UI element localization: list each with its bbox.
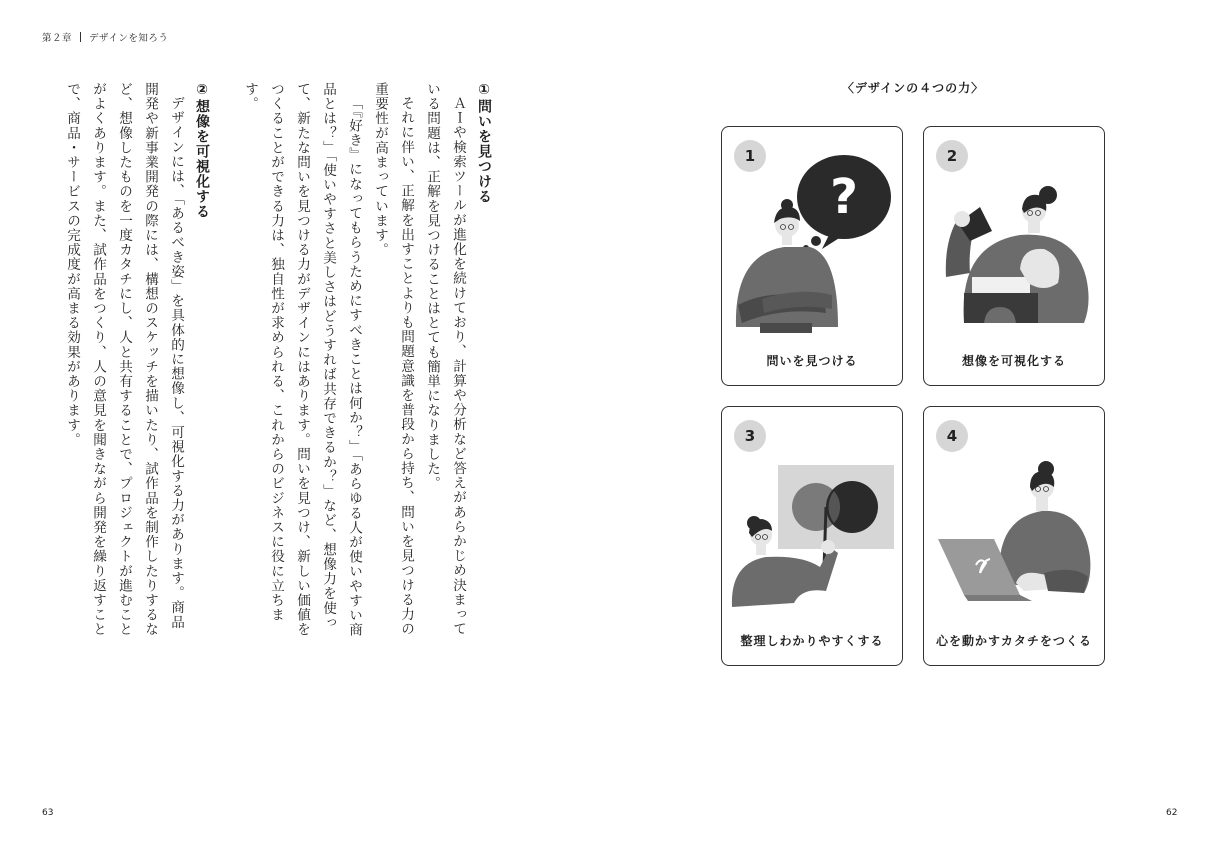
card-number: 3 — [734, 420, 766, 452]
section-1-paragraph-2: それに伴い、正解を出すことよりも問題意識を普段から持ち、問いを見つける力の重要性が高まっています。 — [372, 82, 414, 636]
section-1-paragraph-1: ＡＩや検索ツールが進化を続けており、計算や分析など答えがあらかじめ決まっている問題は、正解を見つけることはとても簡単になりました。 — [424, 82, 466, 636]
svg-text:?: ? — [830, 169, 858, 225]
card-create-form — [923, 406, 1105, 666]
card-number: 2 — [936, 140, 968, 172]
chapter-number: 第２章 — [42, 33, 73, 44]
card-label: 整理しわかりやすくする — [740, 634, 884, 648]
section-1-title: ①問いを見つける — [476, 82, 492, 204]
page-number-left: 63 — [42, 808, 54, 818]
section-2-title: ②想像を可視化する — [194, 82, 210, 219]
page-number-right: 62 — [1166, 808, 1178, 818]
figure-title: 〈デザインの４つの力〉 — [841, 81, 985, 95]
card-label: 心を動かすカタチをつくる — [936, 634, 1092, 648]
card-organize — [721, 406, 903, 666]
header-divider — [80, 32, 81, 42]
body-text — [64, 82, 497, 642]
card-number: 4 — [936, 420, 968, 452]
card-find-question — [721, 126, 903, 386]
chapter-title: デザインを知ろう — [89, 33, 169, 44]
section-1-paragraph-3: 「『好き』になってもらうためにすべきことは何か？」「あらゆる人が使いやすい商品とは？」「使いやすさと美しさはどうすれば共存できるか？」など、想像力を使って、新たな問いを見つける力がデザインにはあります。問いを見つけ、新しい価値をつくることができる力は、独自性が求められる、これからのビジネスに役に立ちます。 — [242, 82, 362, 637]
card-visualize — [923, 126, 1105, 386]
section-2-paragraph-1: デザインには、「あるべき姿」を具体的に想像し、可視化する力があります。商品開発や新事業開発の際には、構想のスケッチを描いたり、試作品を制作したりするなど、想像したものを一度カタチにし、人と共有することで、プロジェクトが進むことがよくあります。また、試作品をつくり、人の意見を聞きながら開発を繰り返すことで、商品・サービスの完成度が高まる効果があります。 — [64, 82, 184, 637]
card-label: 想像を可視化する — [961, 354, 1066, 368]
chapter-header — [42, 30, 168, 44]
card-number: 1 — [734, 140, 766, 172]
card-label: 問いを見つける — [766, 354, 858, 368]
